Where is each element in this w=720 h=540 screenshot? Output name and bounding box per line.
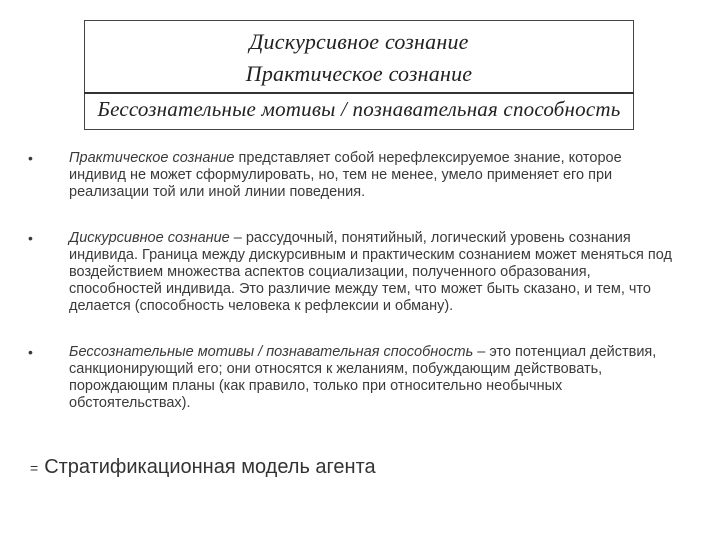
list-item (28, 230, 678, 315)
bullet-icon: • (28, 230, 33, 246)
diagram-label-unconscious: Бессознательные мотивы / познавательная способность (97, 97, 621, 121)
list-item (28, 150, 678, 201)
term-discursive: Дискурсивное сознание (69, 230, 230, 246)
diagram-divider (84, 92, 634, 94)
bullet-icon: • (28, 150, 33, 166)
diagram-label-practical: Практическое сознание (245, 61, 473, 86)
list-item (28, 344, 678, 412)
bullet-icon: • (28, 344, 33, 360)
conclusion-text: Стратификационная модель агента (44, 456, 376, 478)
definition-practical: представляет собой нерефлексируемое знание, которое индивид не может сформулировать, но, тем не менее, умело применяет его при реализации той или иной линии поведения. (69, 150, 622, 200)
definition-discursive: – рассудочный, понятийный, логический уровень сознания индивида. Граница между дискурсивным и практическим сознанием может меняться под воздействием множества аспектов социализации, полученного образования, способностей индивида. Это различие между тем, что может быть сказано, и тем, что делается (способность человека к рефлексии и обману). (69, 230, 672, 314)
definitions-list (28, 150, 678, 412)
definition-unconscious: – это потенциал действия, санкционирующий его; они относятся к желаниям, побуждающим действовать, порождающим планы (как правило, только при относительно необычных обстоятельствах). (69, 344, 657, 411)
term-practical: Практическое сознание (69, 150, 235, 166)
diagram-label-discursive: Дискурсивное сознание (249, 29, 469, 54)
consciousness-diagram (84, 20, 634, 130)
conclusion (30, 456, 376, 479)
term-unconscious: Бессознательные мотивы / познавательная способность (69, 344, 474, 360)
equals-sign: = (30, 460, 39, 476)
